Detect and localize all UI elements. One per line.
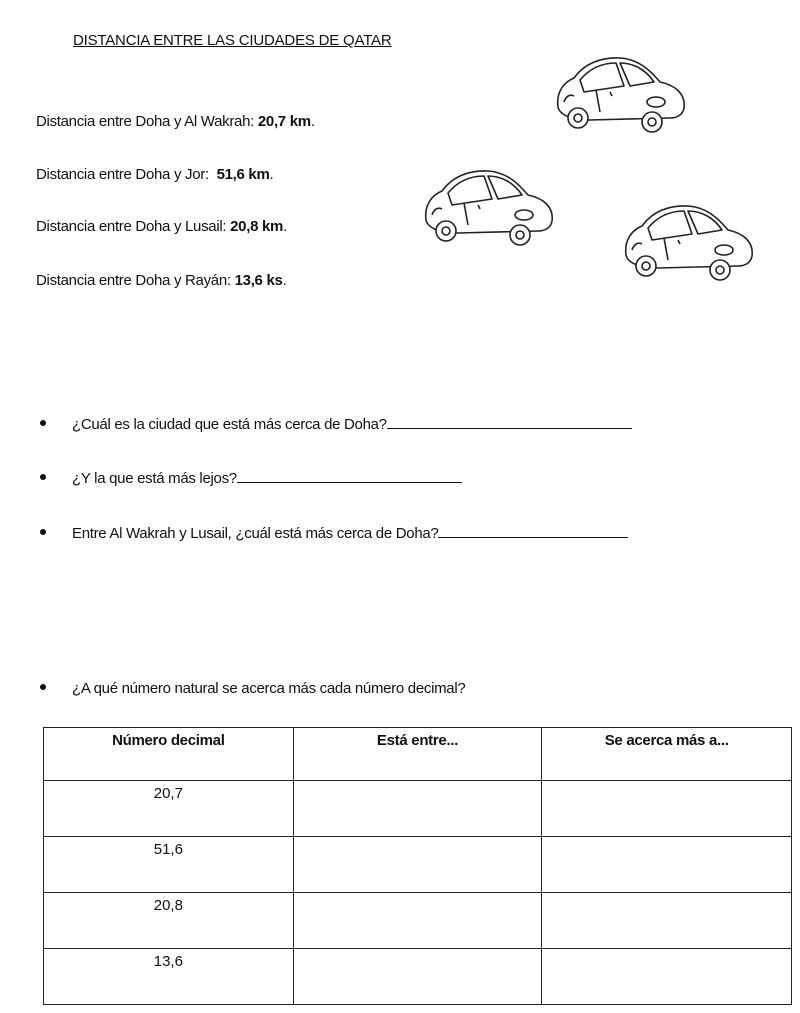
header-between: Está entre...	[293, 728, 542, 781]
answer-blank[interactable]	[387, 416, 632, 429]
question-wakrah-vs-lusail	[40, 525, 628, 542]
closest-cell[interactable]	[542, 837, 792, 893]
table-row	[44, 781, 792, 837]
table-row	[44, 949, 792, 1005]
table-row	[44, 893, 792, 949]
decimal-table	[43, 727, 792, 1005]
question-text: ¿Cuál es la ciudad que está más cerca de Doha?	[72, 416, 387, 433]
decimal-cell: 51,6	[44, 837, 294, 893]
between-cell[interactable]	[293, 949, 542, 1005]
answer-blank[interactable]	[438, 525, 628, 538]
between-cell[interactable]	[293, 893, 542, 949]
table-row	[44, 837, 792, 893]
question-text: Entre Al Wakrah y Lusail, ¿cuál está más cerca de Doha?	[72, 525, 439, 542]
distance-line-al-wakrah	[36, 113, 315, 130]
distance-suffix: .	[282, 272, 287, 289]
header-closest-to: Se acerca más a...	[542, 728, 792, 781]
car-illustration-icon	[418, 165, 558, 251]
table-header-row	[44, 728, 792, 781]
distance-line-jor	[36, 166, 273, 183]
answer-blank[interactable]	[237, 470, 462, 483]
bullet-icon	[40, 684, 46, 690]
distance-value: 51,6 km	[216, 166, 270, 183]
closest-cell[interactable]	[542, 781, 792, 837]
question-text: ¿Y la que está más lejos?	[72, 470, 237, 487]
distance-suffix: .	[269, 166, 274, 183]
header-decimal-number: Número decimal	[44, 728, 294, 781]
car-illustration-icon	[618, 200, 758, 286]
bullet-icon	[40, 420, 46, 426]
distance-suffix: .	[310, 113, 315, 130]
between-cell[interactable]	[293, 837, 542, 893]
distance-label: Distancia entre Doha y Rayán:	[36, 272, 235, 289]
distance-label: Distancia entre Doha y Jor:	[36, 166, 217, 183]
distance-value: 20,7 km	[257, 113, 311, 130]
distance-line-rayan	[36, 272, 286, 289]
closest-cell[interactable]	[542, 893, 792, 949]
decimal-cell: 13,6	[44, 949, 294, 1005]
distance-suffix: .	[283, 218, 287, 235]
bullet-icon	[40, 474, 46, 480]
question-text: ¿A qué número natural se acerca más cada número decimal?	[72, 680, 466, 697]
car-illustration-icon	[550, 52, 690, 138]
distance-value: 20,8 km	[230, 218, 284, 235]
distance-label: Distancia entre Doha y Al Wakrah:	[36, 113, 258, 130]
bullet-icon	[40, 529, 46, 535]
decimal-cell: 20,7	[44, 781, 294, 837]
question-farthest-city	[40, 470, 462, 487]
question-nearest-natural	[40, 680, 465, 697]
question-closest-city	[40, 416, 632, 433]
between-cell[interactable]	[293, 781, 542, 837]
distance-value: 13,6 ks	[234, 272, 283, 289]
closest-cell[interactable]	[542, 949, 792, 1005]
page-title: DISTANCIA ENTRE LAS CIUDADES DE QATAR	[73, 32, 392, 49]
decimal-cell: 20,8	[44, 893, 294, 949]
distance-label: Distancia entre Doha y Lusail:	[36, 218, 231, 235]
distance-line-lusail	[36, 218, 287, 235]
